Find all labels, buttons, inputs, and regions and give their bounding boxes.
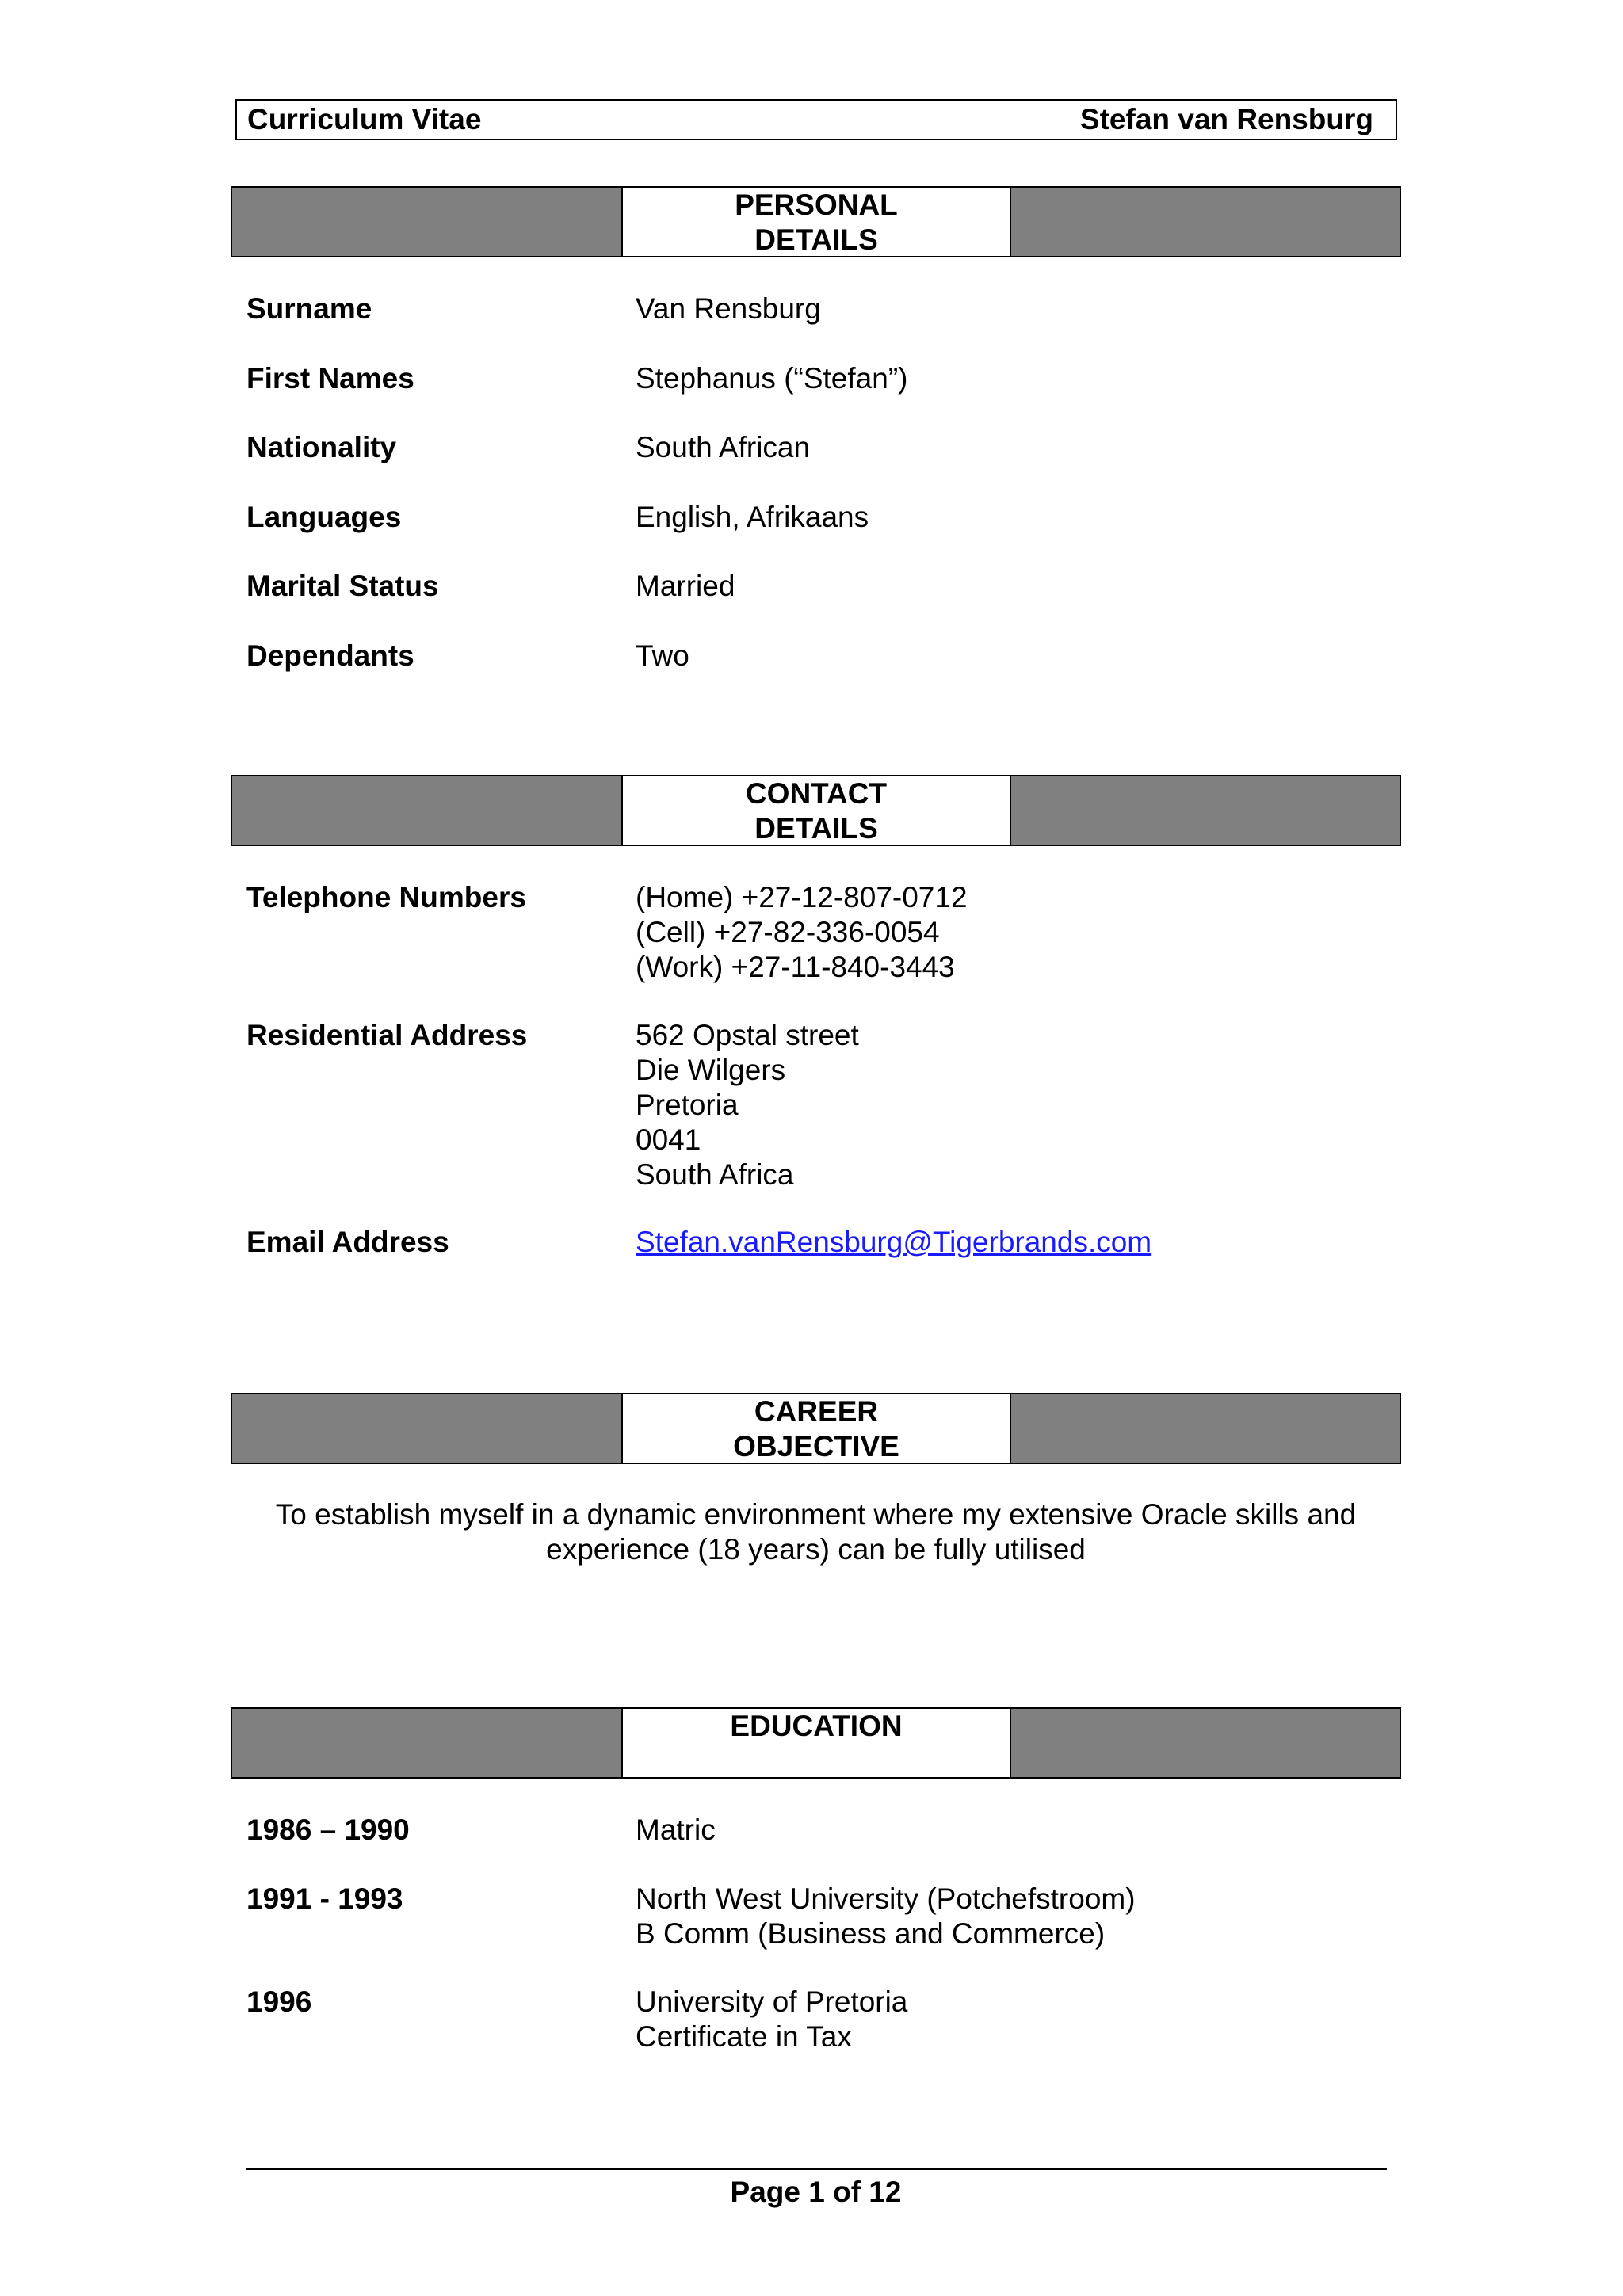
telephone-numbers: (Home) +27-12-807-0712 (Cell) +27-82-336-0054 (Work) +27-11-840-3443 — [636, 881, 968, 983]
section-bar-right-fill — [1011, 1394, 1400, 1463]
education-period: 1991 - 1993 — [246, 1882, 403, 1915]
detail-value: South African — [636, 431, 811, 463]
detail-label: Nationality — [246, 431, 397, 463]
education-period: 1986 – 1990 — [246, 1814, 410, 1846]
detail-row-marital-status — [246, 569, 1388, 604]
email-link[interactable]: Stefan.vanRensburg@Tigerbrands.com — [636, 1226, 1152, 1258]
section-title: CAREER OBJECTIVE — [621, 1394, 1011, 1463]
footer-divider — [246, 2168, 1387, 2170]
author-name: Stefan van Rensburg — [1079, 103, 1373, 135]
education-detail: Matric — [636, 1814, 716, 1846]
education-row — [246, 1882, 1388, 1951]
section-title: CONTACT DETAILS — [621, 776, 1011, 845]
page-header — [235, 99, 1397, 140]
education-period: 1996 — [246, 1985, 312, 2018]
detail-row-dependants — [246, 639, 1388, 673]
section-bar-right-fill — [1011, 776, 1400, 845]
detail-label: Languages — [246, 501, 402, 533]
section-bar-left-fill — [232, 776, 621, 845]
contact-label: Residential Address — [246, 1019, 528, 1051]
section-bar-right-fill — [1011, 1709, 1400, 1777]
section-title: PERSONAL DETAILS — [621, 188, 1011, 256]
detail-value: Van Rensburg — [636, 292, 821, 325]
residential-address: 562 Opstal street Die Wilgers Pretoria 0041 South Africa — [636, 1019, 859, 1191]
contact-row-address — [246, 1018, 1388, 1192]
detail-value: Two — [636, 639, 689, 672]
section-bar-right-fill — [1011, 188, 1400, 256]
detail-row-surname — [246, 292, 1388, 326]
contact-label: Telephone Numbers — [246, 881, 526, 913]
section-title: EDUCATION — [621, 1709, 1011, 1777]
education-row — [246, 1985, 1388, 2054]
detail-label: Surname — [246, 292, 372, 325]
detail-label: Marital Status — [246, 570, 439, 602]
contact-row-telephone — [246, 880, 1388, 985]
detail-value: English, Afrikaans — [636, 501, 869, 533]
education-detail: North West University (Potchefstroom) B Comm (Business and Commerce) — [636, 1882, 1136, 1950]
education-row — [246, 1813, 1388, 1848]
career-objective-text: To establish myself in a dynamic environment where my extensive Oracle skills and experience (18 years) can be fully utilised — [275, 1498, 1357, 1566]
education-detail: University of Pretoria Certificate in Tax — [636, 1985, 908, 2053]
detail-label: First Names — [246, 362, 414, 395]
contact-details-header — [231, 775, 1401, 846]
detail-value: Married — [636, 570, 735, 602]
section-bar-left-fill — [232, 1394, 621, 1463]
detail-value: Stephanus (“Stefan”) — [636, 362, 908, 395]
detail-row-first-names — [246, 361, 1388, 396]
education-header — [231, 1707, 1401, 1779]
personal-details-header — [231, 186, 1401, 257]
career-objective-header — [231, 1393, 1401, 1464]
page-number: Page 1 of 12 — [730, 2176, 902, 2208]
contact-row-email — [246, 1225, 1388, 1260]
document-title: Curriculum Vitae — [247, 103, 482, 135]
detail-row-nationality — [246, 430, 1388, 465]
section-bar-left-fill — [232, 1709, 621, 1777]
detail-label: Dependants — [246, 639, 414, 672]
contact-label: Email Address — [246, 1226, 449, 1258]
section-bar-left-fill — [232, 188, 621, 256]
detail-row-languages — [246, 500, 1388, 535]
